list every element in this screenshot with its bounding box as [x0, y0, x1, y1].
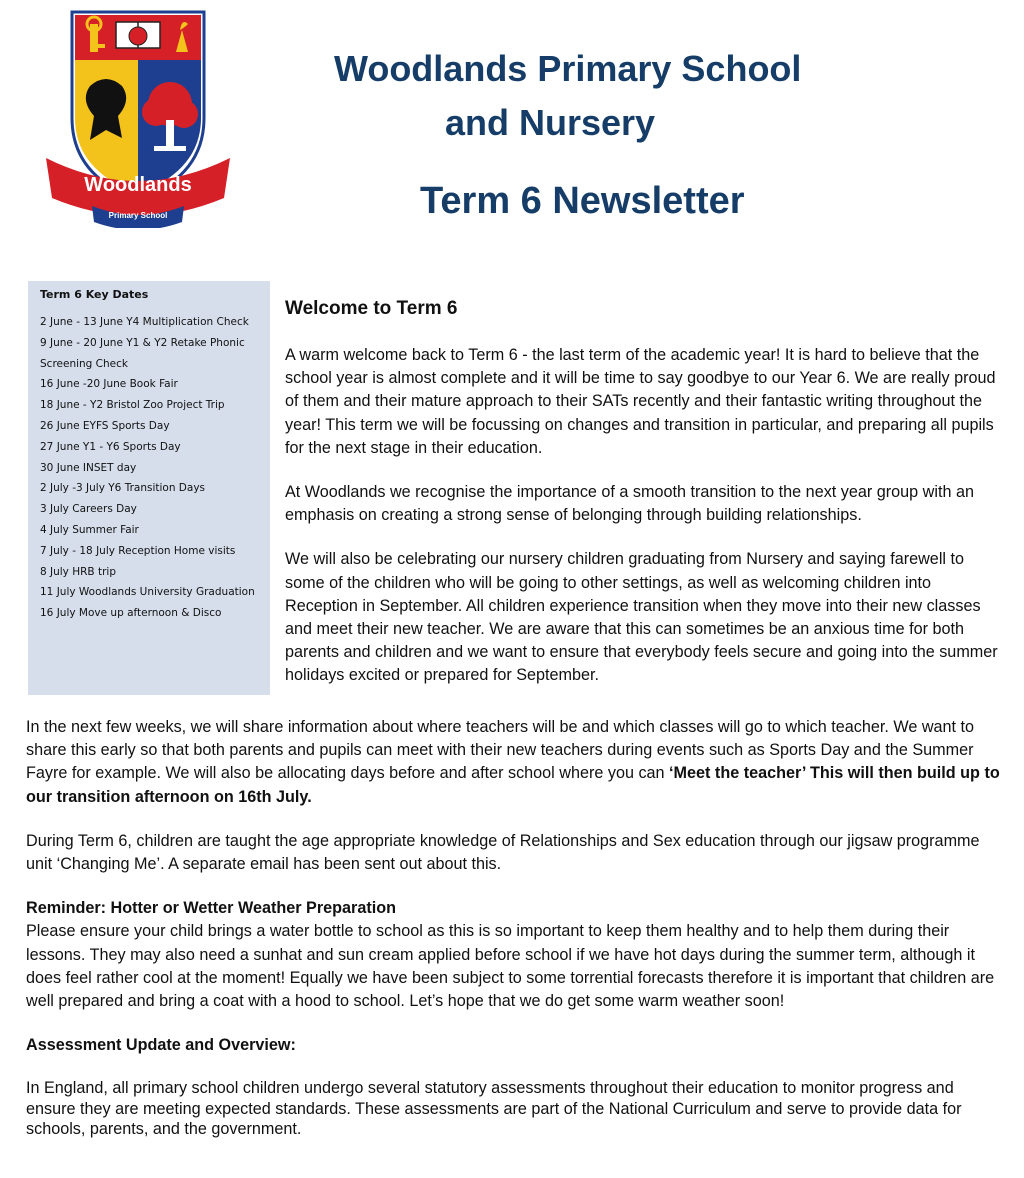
- key-date-item: 26 June EYFS Sports Day: [40, 419, 170, 432]
- key-dates-panel: [28, 281, 270, 695]
- key-date-item: 8 July HRB trip: [40, 565, 116, 578]
- weather-paragraph: Please ensure your child brings a water bottle to school as this is so important to keep them healthy and to help them during their lessons. They may also need a sunhat and sun cream applied before school if we have hot days during the summer term, although it does feel rather cool at the moment! Equally we have been subject to some torrential forecasts therefore it is important that children are well prepared and bring a coat with a hood to school. Let’s hope that we do get some warm weather soon!: [26, 922, 995, 1011]
- newsletter-title: Term 6 Newsletter: [420, 180, 745, 222]
- key-date-item: 2 July -3 July Y6 Transition Days: [40, 482, 206, 495]
- crest-banner-text: Woodlands: [84, 174, 192, 196]
- key-date-item: 16 June -20 June Book Fair: [40, 378, 178, 391]
- key-date-item: 3 July Careers Day: [40, 503, 137, 516]
- rse-paragraph: During Term 6, children are taught the age appropriate knowledge of Relationships and Sex education through our jigsaw programme unit ‘Changing Me’. A separate email has been sent out about this.: [26, 831, 980, 874]
- key-date-item: 18 June - Y2 Bristol Zoo Project Trip: [40, 399, 225, 412]
- welcome-paragraph: A warm welcome back to Term 6 - the last term of the academic year! It is hard to believe that the school year is almost complete and it will be time to say goodbye to our Year 6. We are really proud of them and their mature approach to their SATs recently and their fantastic writing throughout the year! This term we will be focussing on changes and transition in particular, and preparing all pupils for the next stage in their education.: [285, 346, 996, 457]
- school-name-line1: Woodlands Primary School: [334, 48, 802, 89]
- newsletter-body: [26, 716, 1001, 1161]
- transition-paragraph: [26, 716, 1001, 809]
- crest-ribbon-text: Primary School: [108, 211, 168, 220]
- welcome-section: [285, 298, 1005, 709]
- key-dates-list: [40, 312, 268, 624]
- school-name-line2: and Nursery: [445, 102, 656, 143]
- key-date-item: 11 July Woodlands University Graduation: [40, 586, 255, 599]
- key-date-item: 27 June Y1 - Y6 Sports Day: [40, 440, 181, 453]
- key-date-item: 4 July Summer Fair: [40, 523, 139, 536]
- assessment-heading: Assessment Update and Overview:: [26, 1036, 296, 1055]
- welcome-paragraph: At Woodlands we recognise the importance of a smooth transition to the next year group with an emphasis on creating a strong sense of belonging through building relationships.: [285, 483, 974, 525]
- transition-text: In the next few weeks, we will share information about where teachers will be and which classes will go to which teacher. We want to share this early so that both parents and pupils can meet with their new teachers during events such as Sports Day and the Summer Fayre for example. We will also be allocating days before and after school where you can: [26, 718, 975, 783]
- school-crest-logo: [42, 8, 234, 228]
- key-date-item: 2 June - 13 June Y4 Multiplication Check: [40, 316, 249, 328]
- key-date-item: 9 June - 20 June Y1 & Y2 Retake Phonic Screening Check: [40, 336, 245, 370]
- key-dates-title: Term 6 Key Dates: [40, 288, 149, 301]
- transition-bold-text: ‘Meet the teacher’ This will then build up to our transition afternoon on 16th July.: [26, 764, 1000, 806]
- welcome-heading: Welcome to Term 6: [285, 298, 458, 319]
- key-date-item: 7 July - 18 July Reception Home visits: [40, 544, 236, 557]
- weather-heading: Reminder: Hotter or Wetter Weather Preparation: [26, 899, 396, 918]
- assessment-paragraph: In England, all primary school children undergo several statutory assessments throughout their education to monitor progress and ensure they are meeting expected standards. These assessments are part of the National Curriculum and serve to provide data for schools, parents, and the government.: [26, 1079, 962, 1139]
- key-date-item: 16 July Move up afternoon & Disco: [40, 607, 222, 620]
- welcome-paragraph: We will also be celebrating our nursery children graduating from Nursery and saying farewell to some of the children who will be going to other settings, as well as welcoming children into Reception in September. All children experience transition when they move into their new classes and meet their new teacher. We are aware that this can sometimes be an anxious time for both parents and children and we want to ensure that everybody feels secure and going into the summer holidays excited or prepared for September.: [285, 550, 998, 685]
- key-date-item: 30 June INSET day: [40, 461, 137, 474]
